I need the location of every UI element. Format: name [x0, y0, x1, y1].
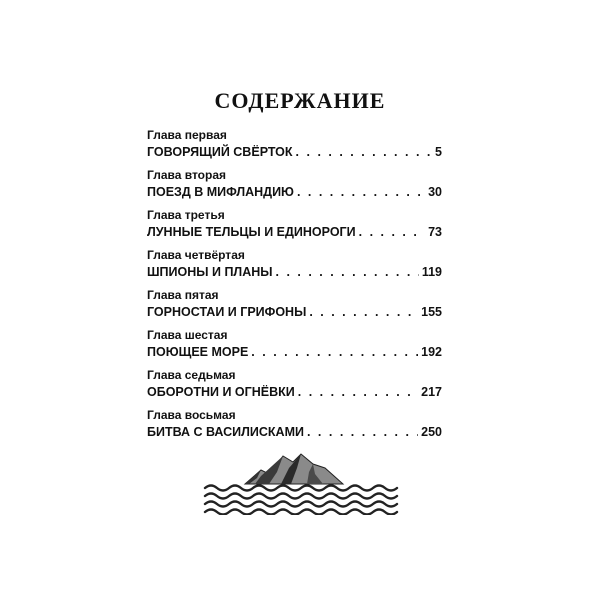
chapter-title: ШПИОНЫ И ПЛАНЫ: [147, 265, 273, 279]
toc-entry: [147, 328, 442, 368]
mountain-over-waves-icon: [197, 450, 402, 515]
chapter-line: [147, 384, 442, 402]
waves-icon: [205, 486, 397, 515]
chapter-title: БИТВА С ВАСИЛИСКАМИ: [147, 425, 304, 439]
chapter-number: Глава восьмая: [147, 408, 236, 422]
dot-leader: [296, 144, 433, 160]
chapter-title: ОБОРОТНИ И ОГНЁВКИ: [147, 385, 295, 399]
toc-entry: [147, 368, 442, 408]
chapter-line: [147, 184, 442, 202]
chapter-number: Глава первая: [147, 128, 227, 142]
chapter-title: ГОРНОСТАИ И ГРИФОНЫ: [147, 305, 307, 319]
chapter-number: Глава третья: [147, 208, 225, 222]
chapter-line: [147, 224, 442, 242]
chapter-line: [147, 304, 442, 322]
page-number: 73: [428, 225, 442, 239]
toc-entry: [147, 168, 442, 208]
chapter-number: Глава вторая: [147, 168, 227, 182]
dot-leader: [359, 224, 425, 240]
page-title: СОДЕРЖАНИЕ: [214, 88, 386, 113]
chapter-line: [147, 144, 442, 162]
dot-leader: [298, 384, 418, 400]
chapter-line: [147, 424, 442, 442]
chapter-number: Глава четвёртая: [147, 248, 245, 262]
page-number: 5: [435, 145, 442, 159]
chapter-line: [147, 344, 442, 362]
chapter-line: [147, 264, 442, 282]
page-number: 155: [421, 305, 442, 319]
dot-leader: [309, 304, 418, 320]
chapter-number: Глава пятая: [147, 288, 219, 302]
dot-leader: [276, 264, 419, 280]
page-number: 119: [421, 265, 442, 279]
page-number: 217: [421, 385, 442, 399]
chapter-number: Глава шестая: [147, 328, 228, 342]
toc-entry: [147, 408, 442, 448]
page-number: 30: [428, 185, 442, 199]
dot-leader: [251, 344, 418, 360]
toc-entry: [147, 208, 442, 248]
chapter-title: ЛУННЫЕ ТЕЛЬЦЫ И ЕДИНОРОГИ: [147, 225, 356, 239]
dot-leader: [297, 184, 425, 200]
dot-leader: [307, 424, 418, 440]
chapter-title: ПОЕЗД В МИФЛАНДИЮ: [147, 185, 294, 199]
table-of-contents: [147, 128, 442, 448]
toc-entry: [147, 128, 442, 168]
chapter-number: Глава седьмая: [147, 368, 236, 382]
page-number: 250: [421, 425, 442, 439]
mountain-icon: [245, 454, 343, 484]
chapter-title: ПОЮЩЕЕ МОРЕ: [147, 345, 249, 359]
toc-entry: [147, 248, 442, 288]
page-number: 192: [421, 345, 442, 359]
toc-entry: [147, 288, 442, 328]
chapter-title: ГОВОРЯЩИЙ СВЁРТОК: [147, 145, 293, 159]
